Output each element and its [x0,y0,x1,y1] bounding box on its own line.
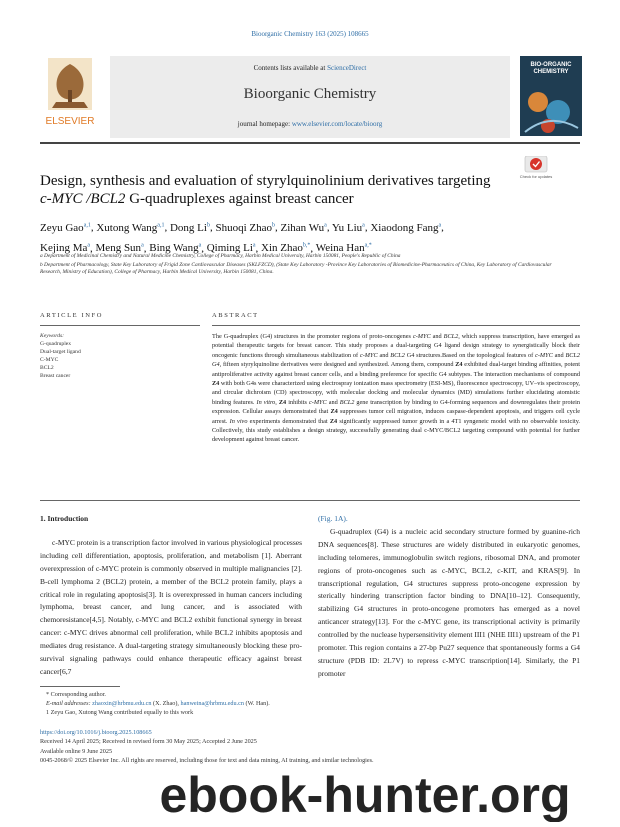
author[interactable]: Kejing Ma$^a$ [40,242,91,255]
author[interactable]: Xiaodong Fang$^a$ [370,221,442,234]
sciencedirect-link[interactable]: ScienceDirect [327,64,367,72]
author[interactable]: Zeyu Gao$^{a,1}$ [40,221,91,234]
intro-paragraph-1: c-MYC protein is a transcription factor involved in various physiological processes including cell differentiation, apoptosis, proliferation, and metabolism [1]. Aberrant overexpression of c-MYC protein is commonly observed in multiple malignancies [2]. B-cell lymphoma 2 (BCL2) protein, a member of the BCL2 protein family, plays a critical role in regulating apoptosis[3]. It is overexpressed in human cancers including lymphoma, breast cancer, and lung cancer, and is associated with chemoresistance[4,5]. Notably, c-MYC and BCL2 exhibit functional synergy in breast cancer: c-MYC drives abnormal cell proliferation, while BCL2 inhibits apoptosis and mediates drug resistance. A dual-targeting strategy simultaneously blocking these pro-survival signaling pathways could enhance therapeutic efficacy against breast cancer[6,7 [40,537,302,676]
affiliation-b: b Department of Pharmacology, State Key Laboratory of Frigid Zone Cardiovascular Diseases (SKLFZCD), (State Key Laboratory -Province Key Laboratories of Biomedicine-Pharmaceutics of China, Key Laboratory of Cardiovascular Research, Ministry of Education), College of Pharmacy, Harbin Medical University, Harbin 150081, China. [40,261,552,275]
author[interactable]: Shuoqi Zhao$^b$ [215,221,275,234]
author-list: Zeyu Gao$^{a,1}$, Xutong Wang$^{a,1}$, Dong Li$^b$, Shuoqi Zhao$^b$, Zihan Wu$^a$, Yu Liu$^a$, Xiaodong Fang$^a$, Kejing Ma$^a$, Meng Sun$^a$, Bing Wang$^a$, Qiming Li$^a$, Xin Zhao$^{b,*}$, Weina Han$^{a,*}$ [40,221,444,255]
homepage-line: journal homepage: www.elsevier.com/locate/bioorg [237,120,383,128]
keyword: Dual-target ligand [40,349,81,355]
available-online-date: Available online 9 June 2025 [40,747,113,755]
doi-link[interactable]: https://doi.org/10.1016/j.bioorg.2025.108665 [40,729,152,736]
intro-paragraph-2: G-quadruplex (G4) is a nucleic acid secondary structure formed by guanine-rich DNA sequences[8]. These structures are widely distributed in eukaryotic genomes, including telomeres, immunoglobulin switch regions, ribosomal DNA, and promoter regions of proto-oncogenes such as c-MYC, BCL2, c-KIT, and KRAS[9]. In transcriptional regulation, G4 structures suppress proto-oncogene expression by sterically hindering transcription factor binding to DNA[10–12]. Consequently, stabilizing G4 structures in proto-oncogene promoters has emerged as a novel anticancer strategy[13]. For the c-MYC gene, its transcriptional activity is primarily controlled by the nuclease hypersensitivity element III1 (NHE III1) upstream of the P1 promoter. This region contains a 27-bp Pu27 sequence that spontaneously forms a G4 structure (PDB ID: 2L7V) to repress c-MYC transcription[14]. Similarly, the P1 promoter [318,526,580,678]
body-column-left [40,513,302,679]
author[interactable]: Xutong Wang$^{a,1}$ [96,221,165,234]
publication-info [40,728,580,766]
footnotes [40,690,580,718]
homepage-link[interactable]: www.elsevier.com/locate/bioorg [291,120,383,128]
figure-reference-link[interactable]: (Fig. 1A). [318,514,348,523]
affiliations [40,253,560,278]
keyword: C-MYC [40,357,59,363]
email-addresses: E-mail addresses: zhaoxin@hrbmu.edu.cn (X. Zhao), hanweina@hrbmu.edu.cn (W. Han). [46,700,270,708]
cover-art [520,82,582,136]
elsevier-logo [40,56,100,132]
article-info-heading: ARTICLE INFO [40,312,104,319]
keywords-label: Keywords: [40,333,65,339]
cover-title: BIO-ORGANIC CHEMISTRY [530,62,572,75]
journal-citation-link[interactable]: Bioorganic Chemistry 163 (2025) 108665 [251,30,369,38]
equal-contribution-note: 1 Zeyu Gao, Xutong Wang contributed equally to this work [46,709,194,717]
keyword: Breast cancer [40,373,71,379]
author[interactable]: Qiming Li$^a$ [206,242,256,255]
check-for-updates-icon[interactable] [521,156,551,186]
author[interactable]: Dong Li$^b$ [169,221,210,234]
keyword: BCL2 [40,365,54,371]
copyright-notice: 0045-2068/© 2025 Elsevier Inc. All rights are reserved, including those for text and data mining, AI training, and similar technologies. [40,757,374,765]
author[interactable]: Weina Han$^{a,*}$ [315,242,372,255]
article-title: Design, synthesis and evaluation of styrylquinolinium derivatives targeting c-MYC /BCL2 G-quadruplexes against breast cancer [40,173,491,207]
publisher-name: ELSEVIER [45,116,95,127]
author[interactable]: Meng Sun$^a$ [95,242,144,255]
journal-name: Bioorganic Chemistry [243,86,377,102]
email-link-han[interactable]: hanweina@hrbmu.edu.cn [180,700,244,708]
check-for-updates-label[interactable]: Check for updates [519,174,553,179]
journal-cover-image [520,56,582,136]
author[interactable]: Yu Liu$^a$ [331,221,365,234]
keywords-list [40,340,81,380]
watermark [120,770,610,822]
received-dates: Received 14 April 2025; Received in revised form 30 May 2025; Accepted 2 June 2025 [40,738,257,746]
abstract-text: The G-quadruplex (G4) structures in the promoter regions of proto-oncogenes c-MYC and BCL2, which suppress transcription, have emerged as potential therapeutic targets for breast cancer. This study proposes a dual-targeting G4 ligand design strategy to synergistically block their oncogenic functions through simultaneous stabilization of c-MYC and BCL2 G4 structures.Based on the topological features of c-MYC and BCL2 G4, fifteen styrylquinoline derivatives were designed and synthesized. Among them, compound Z4 exhibited dual-target binding affinities, potent antiproliferative activity against breast cancer cells, and a binding preference for specific G4 subtypes. The interaction mechanisms of compound Z4 with both G4s were characterized using electrospray ionization mass spectrometry (ESI-MS), fluorescence spectroscopy, UV–vis spectroscopy, and circular dichroism (CD) spectroscopy, with molecular docking and molecular dynamics (MD) simulations further elucidating atomistic binding features. In vitro, Z4 inhibits c-MYC and BCL2 gene transcription by binding to G4-forming sequences and downregulates their protein expression. Cellular assays demonstrated that Z4 suppresses tumor cell migration, induces caspase-dependent apoptosis, and triggers cell cycle arrest. In vivo experiments demonstrated that Z4 significantly suppressed tumor growth in a 4T1 syngeneic model with no observable toxicity. Collectively, this study establishes a design strategy, successfully generating dual c-MYC/BCL2 targeting compound with potential for further development against breast cancer. [212,333,581,444]
contents-line: Contents lists available at ScienceDirect [253,64,367,72]
affiliation-a: a Department of Medicinal Chemistry and Natural Medicine Chemistry, College of Pharmacy, Harbin Medical University, Harbin 150081, People's Republic of China [40,253,401,259]
watermark-text: ebook-hunter.org [159,770,571,822]
abstract-heading: ABSTRACT [212,312,259,319]
article-info-divider [40,325,200,326]
email-link-zhao[interactable]: zhaoxin@hrbmu.edu.cn [92,700,152,708]
section-heading-introduction: 1. Introduction [40,514,89,523]
author[interactable]: Xin Zhao$^{b,*}$ [261,242,311,255]
body-column-right [318,513,580,681]
abstract-divider [212,325,580,326]
journal-header [110,56,510,138]
footnote-divider [40,686,120,687]
keyword: G-quadruplex [40,341,72,347]
corresponding-author-note: * Corresponding author. [46,691,106,698]
author[interactable]: Zihan Wu$^a$ [280,221,327,234]
author[interactable]: Bing Wang$^a$ [149,242,202,255]
abstract-bottom-divider [40,500,580,501]
header-divider [40,142,580,144]
